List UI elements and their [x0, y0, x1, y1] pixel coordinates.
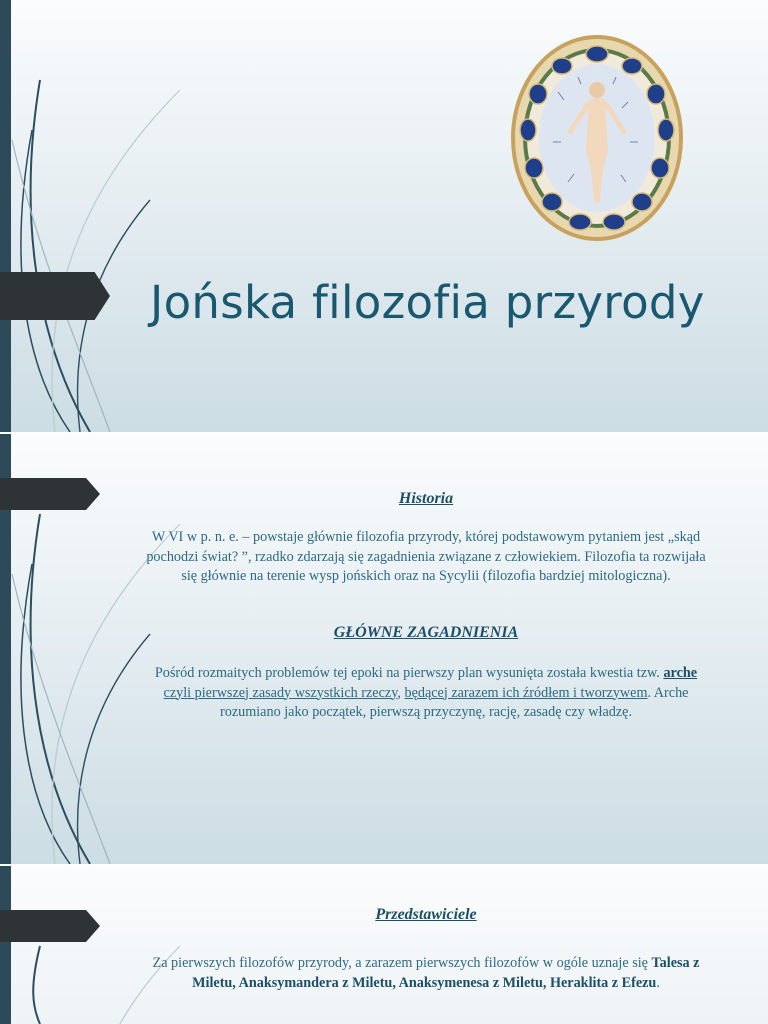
page-title: Jońska filozofia przyrody	[150, 276, 705, 329]
decorative-swoosh	[0, 0, 220, 432]
slide-przedstawiciele	[0, 866, 768, 1024]
historia-heading: Historia	[398, 490, 454, 507]
arche-definition-link[interactable]: czyli pierwszej zasady wszystkich rzeczy	[163, 684, 398, 701]
historia-text: W VI w p. n. e. – powstaje głównie filozofia przyrody, której podstawowym pytaniem jest „skąd pochodzi świat? ”, rzadko zdarzają się zagadnienia związane z człowiekiem. Filozofia ta rozwijała się głównie na terenie wysp jońskich oraz na Sycylii (filozofia bardziej mitologiczna).	[146, 529, 706, 584]
philosophers-names: Talesa z Miletu, Anaksymandera z Miletu, Anaksymenesa z Miletu, Heraklita z Efezu	[192, 955, 700, 991]
zodiac-man-image	[508, 32, 686, 244]
przedstawiciele-text: Za pierwszych filozofów przyrody, a zarazem pierwszych filozofów w ogóle uznaje się Talesa z Miletu, Anaksymandera z Miletu, Anaksymenesa z Miletu, Heraklita z Efezu.	[152, 955, 700, 991]
section-arrow-tab	[0, 910, 100, 942]
zrodlo-tworzywo-link[interactable]: będącej zarazem ich źródłem i tworzywem	[404, 684, 648, 701]
decorative-swoosh	[0, 866, 220, 1024]
title-arrow-tab	[0, 272, 110, 320]
zagadnienia-text: Pośród rozmaitych problemów tej epoki na pierwszy plan wysunięta została kwestia tzw. arche czyli pierwszej zasady wszystkich rzeczy, będącej zarazem ich źródłem i tworzywem. Arche rozumiano jako początek, pierwszą przyczynę, rację, zasadę czy władzę.	[154, 665, 698, 720]
arche-link[interactable]: arche	[663, 665, 698, 681]
zagadnienia-heading: GŁÓWNE ZAGADNIENIA	[333, 624, 519, 641]
przedstawiciele-heading: Przedstawiciele	[375, 906, 477, 923]
slide-title	[0, 0, 768, 432]
slide-historia	[0, 434, 768, 864]
section-arrow-tab	[0, 478, 100, 510]
